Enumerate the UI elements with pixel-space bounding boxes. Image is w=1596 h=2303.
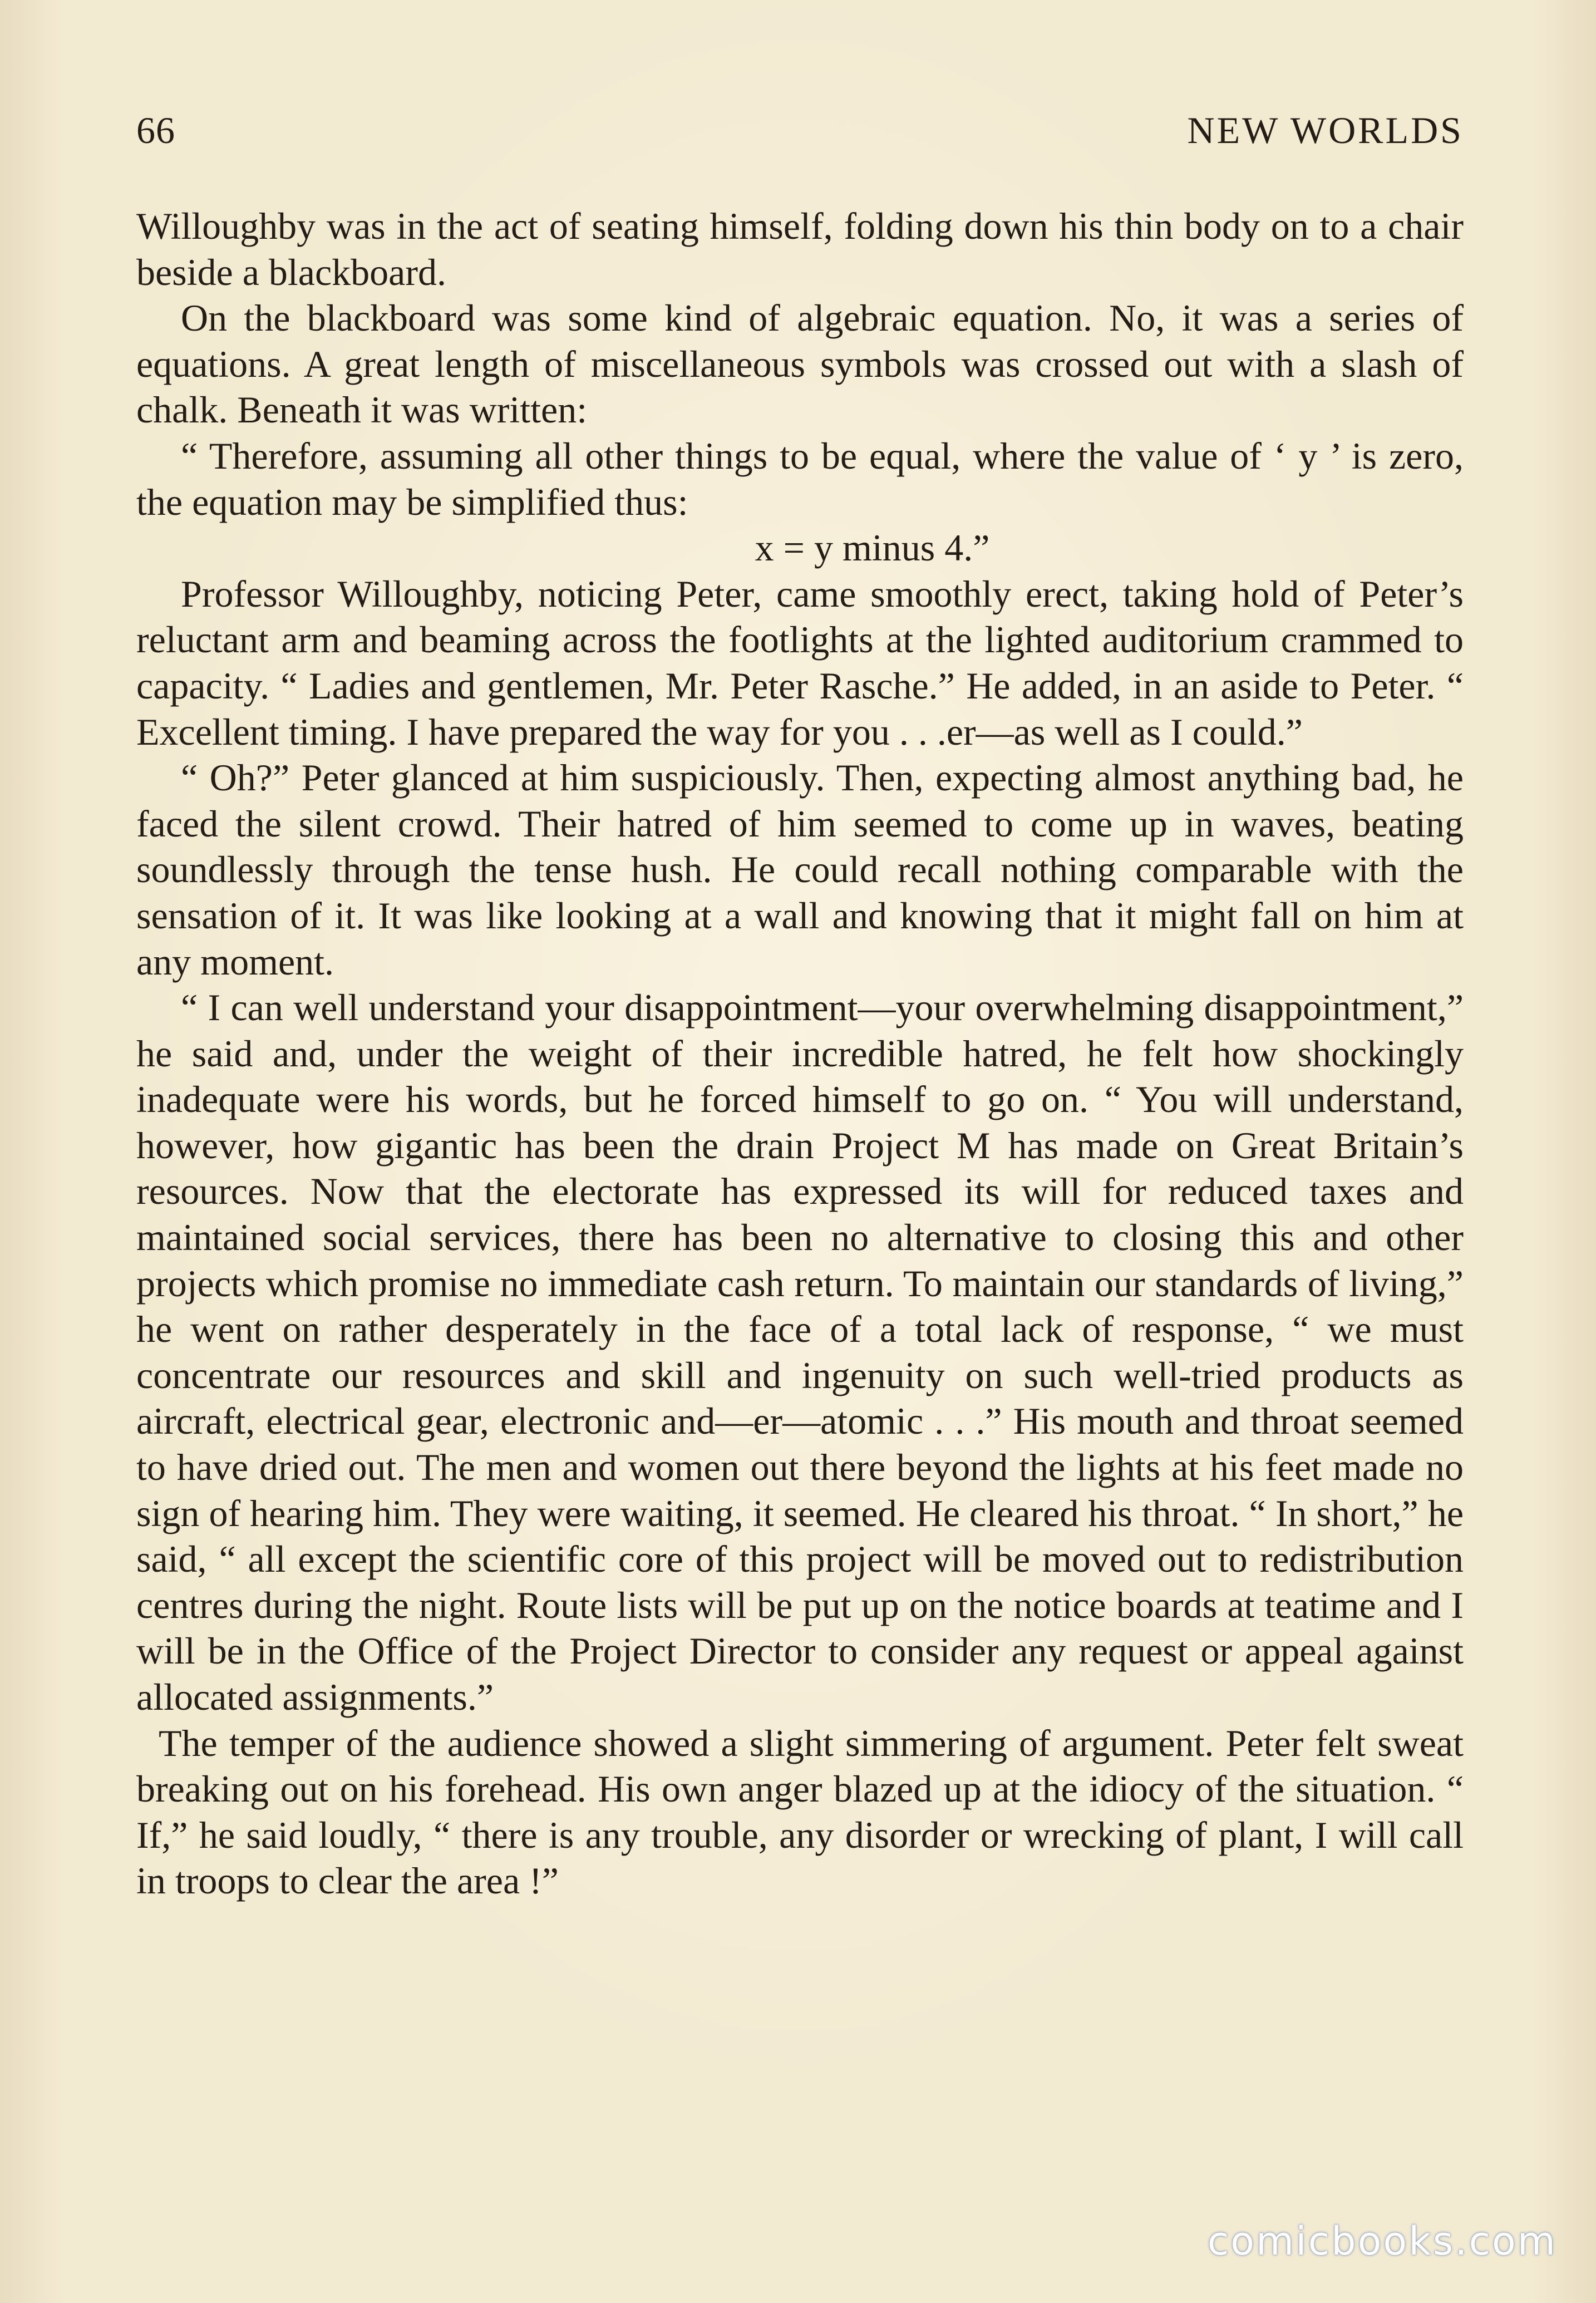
paragraph: Professor Willoughby, noticing Peter, came smoothly erect, taking hold of Peter’s reluctant arm and beaming across the footlights at the lighted auditorium crammed to capacity. “ Ladies and gentlemen, Mr. Peter Rasche.” He added, in an aside to Peter. “ Excellent timing. I have prepared the way for you . . .er—as well as I could.”	[136, 572, 1464, 753]
paragraph: On the blackboard was some kind of algebraic equation. No, it was a series of equations. A great length of miscellaneous symbols was crossed out with a slash of chalk. Beneath it was written:	[136, 297, 1464, 431]
paragraph: “ Therefore, assuming all other things to be equal, where the value of ‘ y ’ is zero, the equation may be simplified thus:	[136, 434, 1464, 523]
watermark: comicbooks.com	[1207, 2218, 1557, 2264]
paragraph: “ I can well understand your disappointment—your overwhelming disappointment,” he said and, under the weight of their incredible hatred, he felt how shockingly inadequate were his words, but he forced himself to go on. “ You will understand, however, how gigantic has been the drain Project M has made on Great Britain’s resources. Now that the electorate has expressed its will for reduced taxes and maintained social services, there has been no alternative to closing this and other projects which promise no immediate cash return. To maintain our standards of living,” he went on rather desperately in the face of a total lack of response, “ we must concentrate our resources and skill and ingenuity on such well-tried products as aircraft, electrical gear, electronic and—er—atomic . . .” His mouth and throat seemed to have dried out. The men and women out there beyond the lights at his feet made no sign of hearing him. They were waiting, it seemed. He cleared his throat. “ In short,” he said, “ all except the scientific core of this project will be moved out to redistribution centres during the night. Route lists will be put up on the notice boards at teatime and I will be in the Office of the Project Director to consider any request or appeal against allocated assignments.”	[136, 986, 1464, 1718]
page-header	[136, 109, 1464, 170]
page-number: 66	[136, 109, 175, 151]
running-head: NEW WORLDS	[1187, 109, 1464, 151]
body-text	[136, 203, 1464, 1904]
paragraph: “ Oh?” Peter glanced at him suspiciously. Then, expecting almost anything bad, he faced the silent crowd. Their hatred of him seemed to come up in waves, beating soundlessly through the tense hush. He could recall nothing comparable with the sensation of it. It was like looking at a wall and knowing that it might fall on him at any moment.	[136, 756, 1464, 983]
paragraph: The temper of the audience showed a slight simmering of argument. Peter felt sweat breaking out on his forehead. His own anger blazed up at the idiocy of the situation. “ If,” he said loudly, “ there is any trouble, any disorder or wrecking of plant, I will call in troops to clear the area !”	[136, 1721, 1464, 1902]
equation-line: x = y minus 4.”	[755, 526, 990, 569]
paragraph: Willoughby was in the act of seating himself, folding down his thin body on to a chair beside a blackboard.	[136, 205, 1464, 293]
